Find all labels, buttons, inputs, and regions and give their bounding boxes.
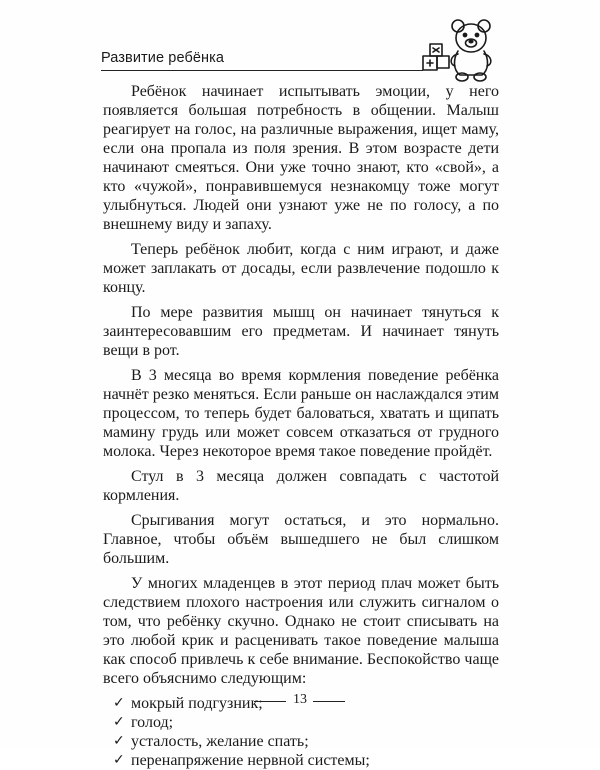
paragraph-muscles: По мере развития мышц он начинает тянуться к заинтересовавшим его предметам. И начинает тянуть вещи в рот. (103, 304, 499, 359)
paragraph-regurgitation: Срыгивания могут остаться, и это нормально. Главное, чтобы объём вышедшего не был слишком большим. (103, 512, 499, 567)
page-number: 13 (293, 692, 307, 707)
page-footer (0, 690, 600, 710)
checkmark-icon: ✓ (113, 752, 125, 768)
checkmark-icon: ✓ (113, 714, 125, 730)
footer-rule-left (254, 701, 286, 702)
list-item (103, 732, 499, 751)
header-rule (101, 70, 423, 71)
paragraph-feeding: В 3 месяца во время кормления поведение ребёнка начнёт резко меняться. Если раньше он наслаждался этим процессом, то теперь будет баловаться, хватать и щипать мамину грудь или может совсем отказаться от грудного молока. Через некоторое время такое поведение пройдёт. (103, 367, 499, 460)
toy-block-bottom-right-icon (437, 56, 449, 68)
paragraph-crying: У многих младенцев в этот период плач может быть следствием плохого настроения или служить сигналом о том, что ребёнку скучно. Однако не стоит списывать на это любой крик и расценивать такое поведение малыша как способ привлечь к себе внимание. Беспокойство чаще всего объяснимо следующим: (103, 575, 499, 687)
body-text (103, 82, 499, 770)
list-item-text: мокрый подгузник; (131, 695, 263, 712)
list-item-text: перенапряжение нервной системы; (131, 752, 370, 769)
paragraph-emotions: Ребёнок начинает испытывать эмоции, у него появляется большая потребность в общении. Малыш реагирует на голос, на различные выражения, ищет маму, если она пропала из поля зрения. В этом возрасте дети начинают смеяться. Они уже точно знают, кто «свой», а кто «чужой», понравившемуся незнакомцу тоже могут улыбнуться. Людей они узнают уже не по голосу, а по внешнему виду и запаху. (103, 83, 499, 233)
list-item-text: голод; (131, 714, 174, 731)
list-item-text: усталость, желание спать; (131, 733, 309, 750)
footer-rule-right (313, 701, 345, 702)
teddy-bear-icon (418, 14, 496, 84)
list-item (103, 713, 499, 732)
checkmark-icon: ✓ (113, 695, 125, 711)
paragraph-play: Теперь ребёнок любит, когда с ним играют, и даже может заплакать от досады, если развлечение подошло к концу. (103, 241, 499, 296)
paragraph-stool: Стул в 3 месяца должен совпадать с частотой кормления. (103, 468, 499, 504)
list-item (103, 751, 499, 770)
header-title: Развитие ребёнка (101, 50, 225, 66)
checkmark-icon: ✓ (113, 733, 125, 749)
